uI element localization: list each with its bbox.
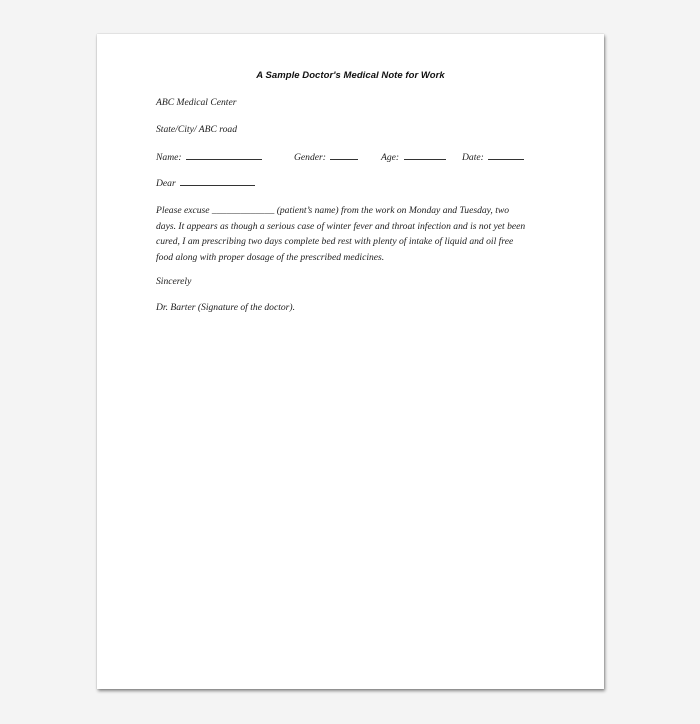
dear-blank <box>180 177 255 186</box>
signature-line: Dr. Barter (Signature of the doctor). <box>156 302 296 313</box>
date-label: Date: <box>462 152 487 163</box>
body-line: Please excuse _____________ (patient’s name) from the work on Monday and Tuesday, two <box>156 205 510 216</box>
medical-center-name: ABC Medical Center <box>156 97 237 108</box>
date-field <box>462 151 524 163</box>
dear-label: Dear <box>156 178 179 189</box>
salutation <box>156 177 255 189</box>
closing: Sincerely <box>156 276 192 287</box>
patient-info-row <box>156 151 556 165</box>
document-title: A Sample Doctor's Medical Note for Work <box>256 70 445 81</box>
body-line: days. It appears as though a serious case of winter fever and throat infection and is not yet been <box>156 220 526 232</box>
gender-blank <box>330 151 358 160</box>
body-line: cured, I am prescribing two days complete bed rest with plenty of intake of liquid and oil free <box>156 236 514 248</box>
name-label: Name: <box>156 152 184 163</box>
address-line: State/City/ ABC road <box>156 124 238 135</box>
document-page <box>97 34 604 689</box>
body-line: food along with proper dosage of the prescribed medicines. <box>156 252 385 264</box>
age-field <box>381 151 446 163</box>
gender-label: Gender: <box>294 152 329 163</box>
age-label: Age: <box>381 152 402 163</box>
gender-field <box>294 151 358 163</box>
date-blank <box>488 151 524 160</box>
body-paragraph <box>156 203 546 266</box>
name-blank <box>186 151 262 160</box>
name-field <box>156 151 262 163</box>
age-blank <box>404 151 446 160</box>
